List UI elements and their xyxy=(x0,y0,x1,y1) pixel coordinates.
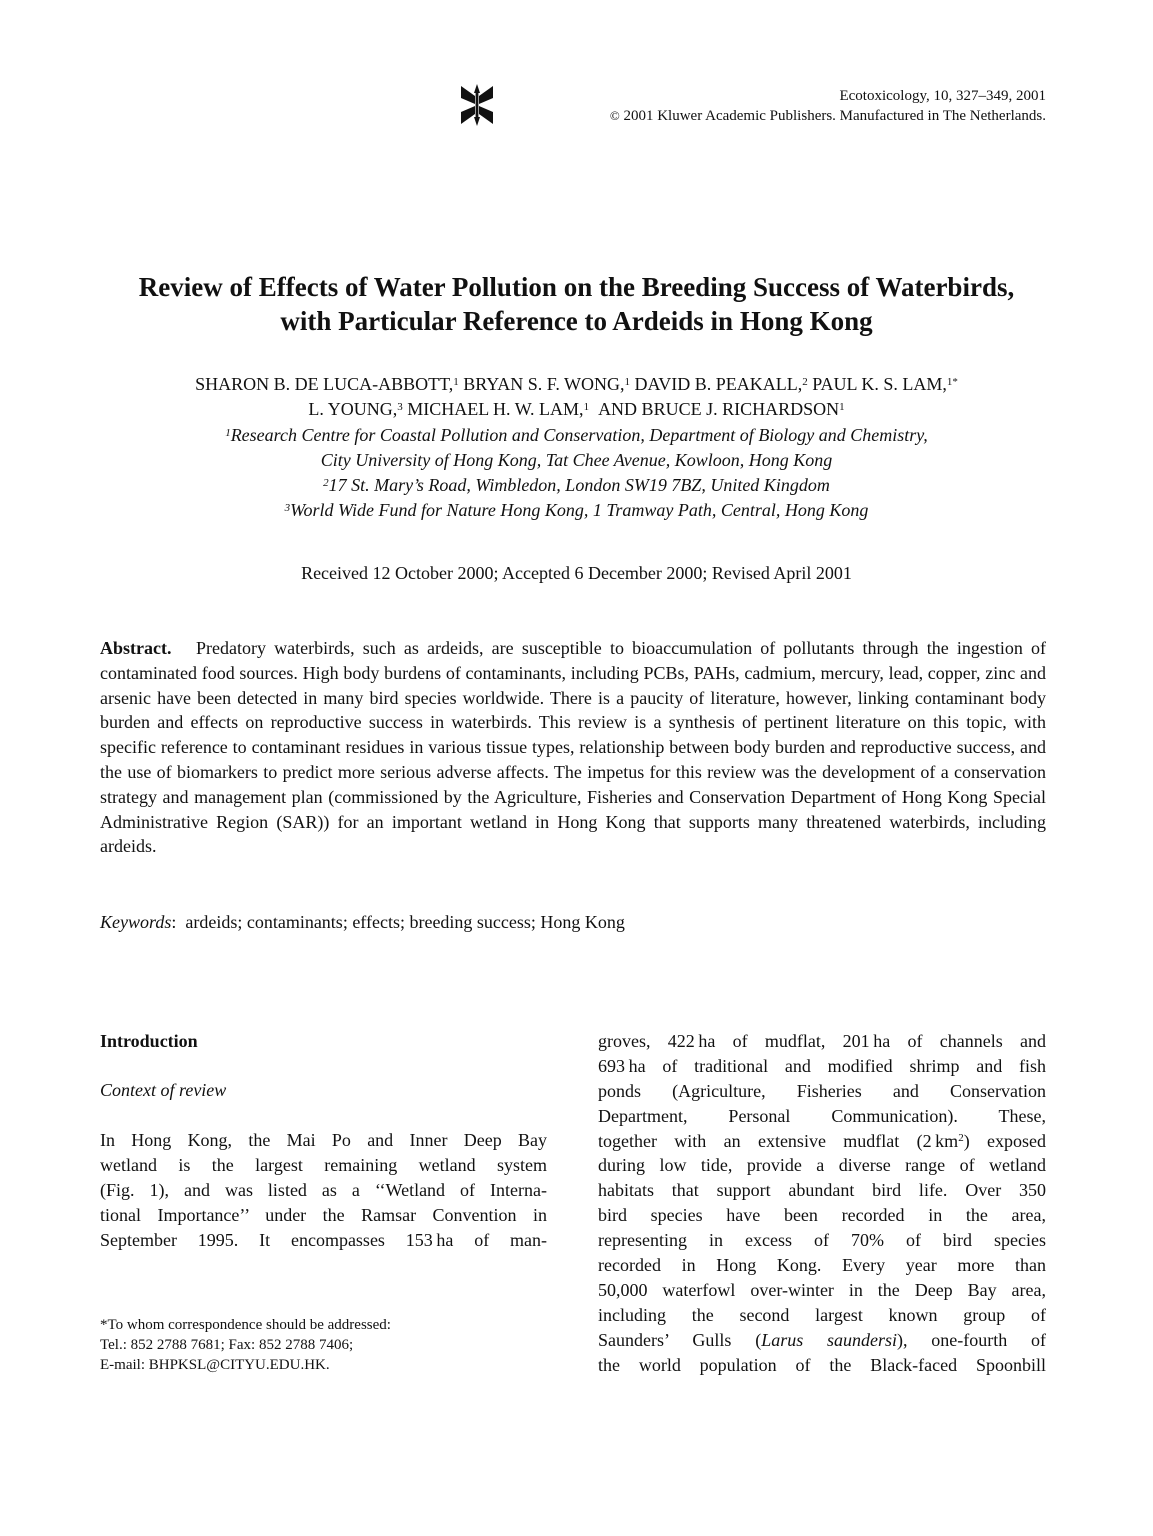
affiliation-mark: 3 xyxy=(284,501,291,514)
superscript: 2 xyxy=(958,1132,964,1145)
author-affiliation-mark: 1 xyxy=(453,375,459,388)
right-column-text xyxy=(598,1029,1046,1377)
abstract-label: Abstract. xyxy=(100,638,172,658)
affiliation-1-line-1 xyxy=(60,423,1093,448)
affiliation-2 xyxy=(60,473,1093,498)
text-line: wetland is the largest remaining wetland system xyxy=(100,1155,547,1175)
section-heading: Introduction xyxy=(100,1031,198,1051)
left-column-text xyxy=(100,1128,547,1253)
text-line: groves, 422 ha of mudflat, 201 ha of channels and xyxy=(598,1031,1046,1051)
footnote-line: E-mail: BHPKSL@CITYU.EDU.HK. xyxy=(100,1357,330,1373)
text-line: representing in excess of 70% of bird species xyxy=(598,1230,1046,1251)
text-fragment: ), one-fourth of xyxy=(896,1329,1046,1350)
affiliation-text: 17 St. Mary’s Road, Wimbledon, London SW19 7BZ, United Kingdom xyxy=(328,475,830,495)
text-line: 693 ha of traditional and modified shrimp and fish xyxy=(598,1055,1046,1076)
author-name: MICHAEL H. W. LAM, xyxy=(407,399,584,419)
publisher-logo-icon xyxy=(459,84,495,126)
affiliation-mark: 2 xyxy=(323,476,329,489)
keywords-label: Keywords xyxy=(100,912,172,932)
author-affiliation-mark: 2 xyxy=(802,375,808,388)
author-name: DAVID B. PEAKALL, xyxy=(634,374,803,394)
author-list xyxy=(60,372,1093,422)
text-line xyxy=(598,1328,1046,1353)
footnote-line: Tel.: 852 2788 7681; Fax: 852 2788 7406; xyxy=(100,1337,354,1353)
text-line: habitats that support abundant bird life. Over 350 xyxy=(598,1180,1046,1201)
copyright-symbol: © xyxy=(609,108,620,123)
text-fragment: together with an extensive mudflat (2 km xyxy=(598,1130,959,1151)
keywords-text: ardeids; contaminants; effects; breeding success; Hong Kong xyxy=(185,912,625,932)
text-line: Department, Personal Communication). These, xyxy=(598,1105,1046,1126)
text-line xyxy=(598,1129,1046,1154)
author-line-2 xyxy=(60,397,1093,422)
text-line: tional Importance’’ under the Ramsar Convention in xyxy=(100,1205,547,1225)
text-line: bird species have been recorded in the area, xyxy=(598,1205,1046,1226)
keywords: Keywords: ardeids; contaminants; effects; breeding success; Hong Kong xyxy=(100,912,625,932)
author-name: AND BRUCE J. RICHARDSON xyxy=(598,399,840,419)
footnote-line: *To whom correspondence should be addressed: xyxy=(100,1317,391,1333)
paper-title xyxy=(60,270,1093,338)
subsection-heading: Context of review xyxy=(100,1080,227,1100)
submission-dates: Received 12 October 2000; Accepted 6 December 2000; Revised April 2001 xyxy=(301,563,852,583)
abstract-text: Predatory waterbirds, such as ardeids, are susceptible to bioaccumulation of pollutants through the ingestion of contaminated food sources. High body burdens of contaminants, including PCBs, PAHs, cadmium, mercury, lead, copper, zinc and arsenic have been detected in many bird species worldwide. There is a paucity of literature, however, linking contaminant body burden and effects on reproductive success in waterbirds. This review is a synthesis of pertinent literature on this topic, with specific reference to contaminant residues in various tissue types, relationship between body burden and reproductive success, and the use of biomarkers to predict more serious adverse affects. The impetus for this review was the development of a conservation strategy and management plan (commissioned by the Agriculture, Fisheries and Conservation Department of Hong Kong Special Administrative Region (SAR)) for an important wetland in Hong Kong that supports many threatened waterbirds, including ardeids. xyxy=(100,638,1046,857)
affiliation-3 xyxy=(60,498,1093,523)
author-affiliation-mark: 1 xyxy=(839,400,845,413)
author-affiliation-mark: 1* xyxy=(946,375,958,388)
author-name: BRYAN S. F. WONG, xyxy=(463,374,625,394)
text-line: the world population of the Black-faced Spoonbill xyxy=(598,1354,1046,1375)
text-line: (Fig. 1), and was listed as a ‘‘Wetland of Interna- xyxy=(100,1180,547,1200)
species-name: Larus saundersi xyxy=(761,1329,897,1350)
copyright-text: 2001 Kluwer Academic Publishers. Manufactured in The Netherlands. xyxy=(623,108,1046,124)
affiliation-mark: 1 xyxy=(225,426,231,439)
text-line: 50,000 waterfowl over-winter in the Deep Bay area, xyxy=(598,1279,1046,1300)
text-line: during low tide, provide a diverse range of wetland xyxy=(598,1155,1046,1176)
title-line-2: with Particular Reference to Ardeids in Hong Kong xyxy=(280,306,873,336)
text-line: ponds (Agriculture, Fisheries and Conservation xyxy=(598,1080,1046,1101)
affiliation-text: Research Centre for Coastal Pollution and Conservation, Department of Biology and Chemistry, xyxy=(230,425,928,445)
author-name: L. YOUNG, xyxy=(308,399,398,419)
text-line: September 1995. It encompasses 153 ha of man- xyxy=(100,1230,547,1250)
author-affiliation-mark: 1 xyxy=(583,400,590,413)
journal-citation: Ecotoxicology, 10, 327–349, 2001 xyxy=(839,88,1046,104)
abstract xyxy=(100,636,1046,859)
author-affiliation-mark: 3 xyxy=(397,400,403,413)
title-line-1: Review of Effects of Water Pollution on the Breeding Success of Waterbirds, xyxy=(138,272,1015,302)
text-fragment: ) exposed xyxy=(963,1130,1046,1151)
author-name: SHARON B. DE LUCA-ABBOTT, xyxy=(195,374,454,394)
author-name: PAUL K. S. LAM, xyxy=(812,374,947,394)
text-line: recorded in Hong Kong. Every year more than xyxy=(598,1255,1046,1276)
author-line-1 xyxy=(60,372,1093,397)
affiliation-list xyxy=(60,423,1093,523)
text-line: In Hong Kong, the Mai Po and Inner Deep Bay xyxy=(100,1130,547,1150)
affiliation-text: World Wide Fund for Nature Hong Kong, 1 Tramway Path, Central, Hong Kong xyxy=(290,500,869,520)
author-affiliation-mark: 1 xyxy=(624,375,631,388)
text-fragment: Saunders’ Gulls ( xyxy=(598,1329,762,1350)
correspondence-footnote xyxy=(100,1315,547,1375)
copyright-notice xyxy=(610,106,1046,126)
text-line: including the second largest known group of xyxy=(598,1304,1046,1325)
affiliation-1-line-2: City University of Hong Kong, Tat Chee Avenue, Kowloon, Hong Kong xyxy=(320,450,833,470)
